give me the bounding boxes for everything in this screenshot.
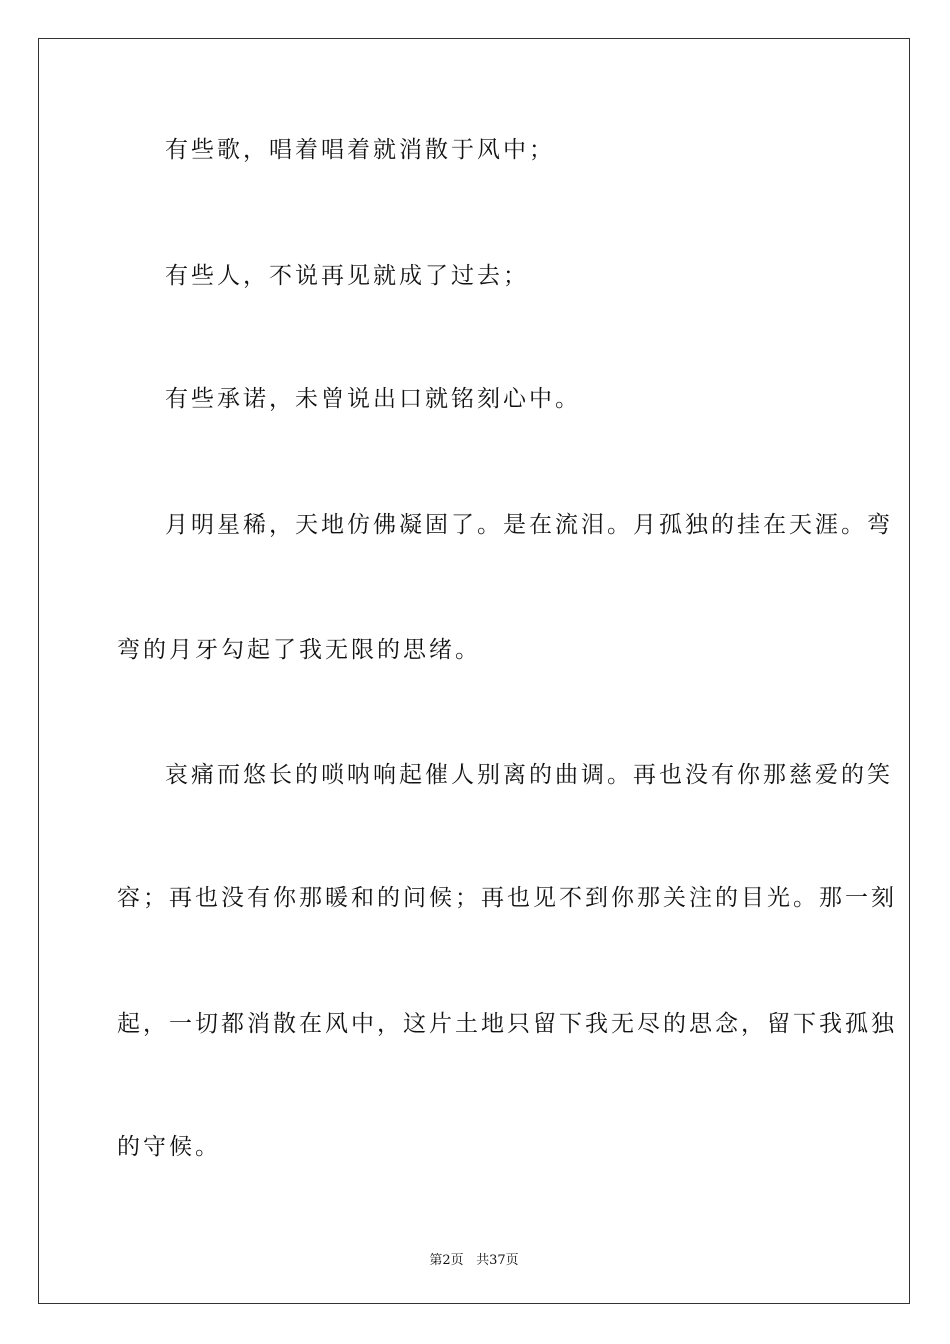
page-footer (39, 1249, 909, 1268)
paragraph-line: 的守候。 (117, 1134, 221, 1160)
page-total: 共37页 (476, 1253, 519, 1268)
paragraph-line: 有些承诺，未曾说出口就铭刻心中。 (165, 386, 581, 412)
paragraph-line: 起，一切都消散在风中，这片土地只留下我无尽的思念，留下我孤独 (117, 1011, 897, 1037)
page-frame (38, 38, 910, 1304)
paragraph-line: 有些人，不说再见就成了过去； (165, 263, 529, 289)
paragraph-line: 月明星稀，天地仿佛凝固了。是在流泪。月孤独的挂在天涯。弯 (165, 512, 893, 538)
page-number: 第2页 (429, 1253, 464, 1268)
paragraph-line: 有些歌，唱着唱着就消散于风中； (165, 137, 555, 163)
paragraph-line: 弯的月牙勾起了我无限的思绪。 (117, 637, 481, 663)
paragraph-line: 哀痛而悠长的唢呐响起催人别离的曲调。再也没有你那慈爱的笑 (165, 762, 893, 788)
paragraph-line: 容；再也没有你那暖和的问候；再也见不到你那关注的目光。那一刻 (117, 885, 897, 911)
